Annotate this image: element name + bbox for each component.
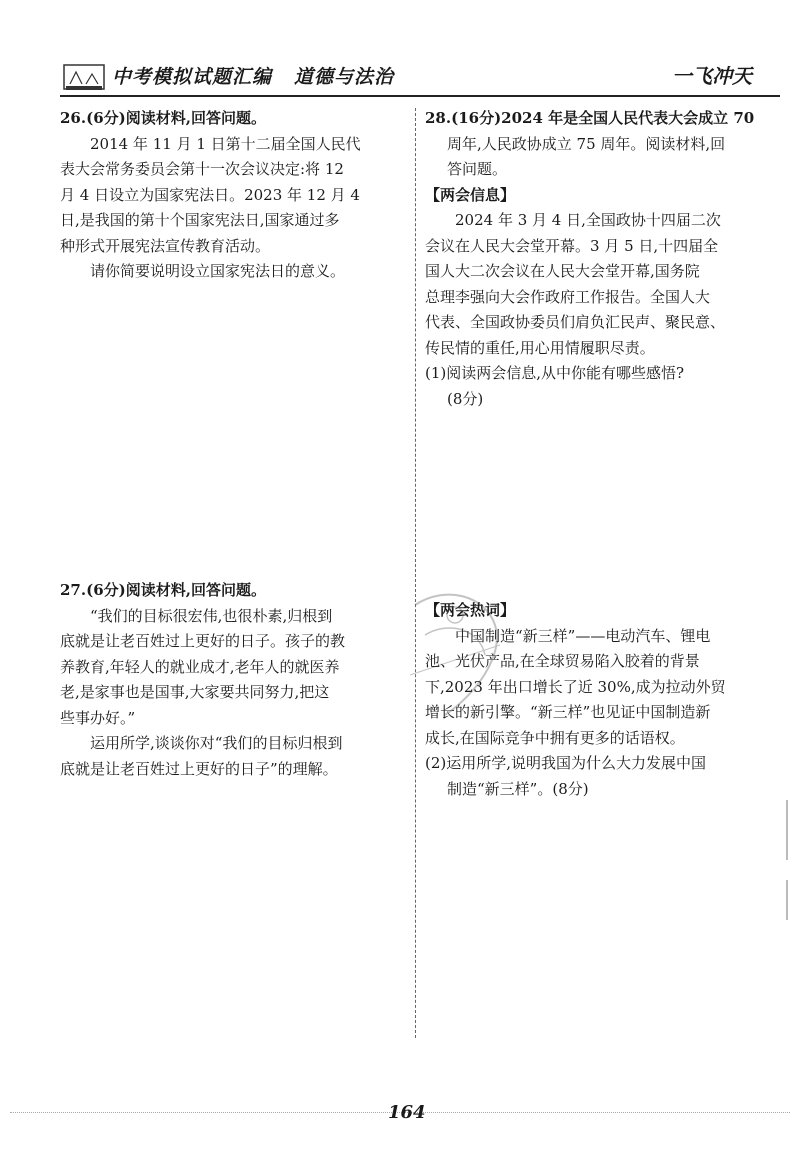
q28-section1-line: 传民情的重任,用心用情履职尽责。 — [425, 338, 655, 357]
q27-heading: 27.(6分)阅读材料,回答问题。 — [60, 581, 266, 599]
q26-line: 2014 年 11 月 1 日第十二届全国人民代 — [90, 134, 361, 153]
q27-line: 底就是让老百姓过上更好的日子。孩子的教 — [60, 632, 346, 650]
q28-intro-line: 答问题。 — [447, 160, 508, 178]
q28-section1-line: 会议在人民大会堂开幕。3 月 5 日,十四届全 — [425, 236, 719, 255]
q26-line: 日,是我国的第十个国家宪法日,国家通过多 — [60, 211, 340, 229]
q26-heading: 26.(6分)阅读材料,回答问题。 — [60, 109, 266, 127]
watermark-stamp-icon — [395, 575, 515, 735]
q27-line: 些事办好。” — [60, 708, 136, 727]
header-title-sub: 道德与法治 — [294, 66, 395, 88]
q27-line: 养教育,年轻人的就业成才,老年人的就医养 — [60, 657, 340, 676]
q27-prompt: 底就是让老百姓过上更好的日子”的理解。 — [60, 759, 338, 778]
q28-section2-line: 增长的新引擎。“新三样”也见证中国制造新 — [425, 703, 711, 721]
q28-sub2: (2)运用所学,说明我国为什么大力发展中国 — [425, 754, 707, 772]
q28-sub1-points: (8分) — [447, 389, 484, 408]
edge-mark — [786, 880, 788, 920]
q28-section2-line: 成长,在国际竞争中拥有更多的话语权。 — [425, 728, 685, 747]
question-28 — [425, 106, 785, 412]
column-divider — [415, 108, 416, 1038]
question-26 — [60, 106, 405, 285]
q28-section1-line: 代表、全国政协委员们肩负汇民声、聚民意、 — [425, 313, 726, 331]
q28-section2-line: 中国制造“新三样”——电动汽车、锂电 — [455, 626, 711, 645]
q28-heading: 28.(16分)2024 年是全国人民代表大会成立 70 — [425, 109, 755, 127]
q28-intro-line: 周年,人民政协成立 75 周年。阅读材料,回 — [447, 134, 726, 153]
book-logo-icon — [62, 62, 106, 92]
q27-prompt: 运用所学,谈谈你对“我们的目标归根到 — [90, 734, 343, 752]
page-number: 164 — [388, 1102, 426, 1123]
q28-section1-line: 国人大二次会议在人民大会堂开幕,国务院 — [425, 262, 700, 280]
header-rule — [60, 95, 780, 97]
q26-line: 月 4 日设立为国家宪法日。2023 年 12 月 4 — [60, 185, 360, 204]
q28-section1-line: 2024 年 3 月 4 日,全国政协十四届二次 — [455, 211, 721, 229]
question-27 — [60, 578, 405, 782]
q26-line: 种形式开展宪法宣传教育活动。 — [60, 236, 271, 255]
edge-mark — [786, 800, 788, 860]
header-title — [112, 62, 394, 89]
q26-prompt: 请你简要说明设立国家宪法日的意义。 — [90, 262, 346, 280]
q26-line: 表大会常务委员会第十一次会议决定:将 12 — [60, 160, 344, 178]
q28-section1-line: 总理李强向大会作政府工作报告。全国人大 — [425, 287, 711, 306]
q28-section2-line: 下,2023 年出口增长了近 30%,成为拉动外贸 — [425, 677, 726, 696]
q28-section2-line: 池、光伏产品,在全球贸易陷入胶着的背景 — [425, 652, 700, 670]
q28-sub1: (1)阅读两会信息,从中你能有哪些感悟? — [425, 364, 685, 382]
q28-sub2-line: 制造“新三样”。(8分) — [447, 779, 589, 798]
q28-section1-tag: 【两会信息】 — [425, 185, 516, 204]
header-title-main: 中考模拟试题汇编 — [112, 66, 273, 88]
q27-line: “我们的目标很宏伟,也很朴素,归根到 — [90, 606, 333, 625]
q28-section2-tag: 【两会热词】 — [425, 601, 516, 619]
q27-line: 老,是家事也是国事,大家要共同努力,把这 — [60, 683, 330, 701]
header-brand: 一飞冲天 — [672, 64, 752, 88]
